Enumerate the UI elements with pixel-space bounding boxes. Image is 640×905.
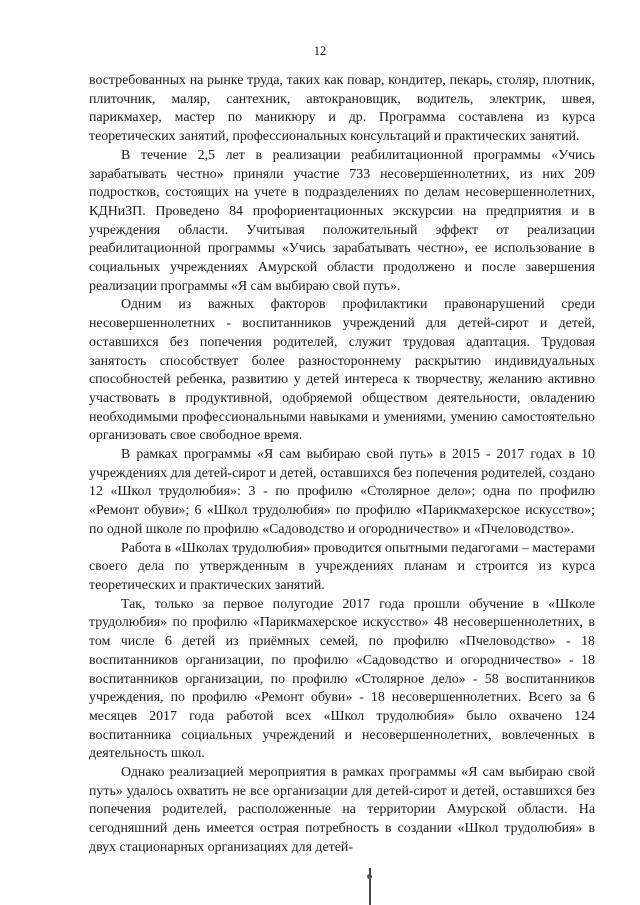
binding-mark (369, 868, 371, 905)
paragraph-3: Одним из важных факторов профилактики правонарушений среди несовершеннолетних - воспитанников учреждений для детей-сирот и детей, оставшихся без попечения родителей, служит трудовая адаптация. Трудовая занятость способствует более разностороннему раскрытию индивидуальных способностей ребенка, развитию у детей интереса к творчеству, желанию активно участвовать в продуктивной, одобряемой обществом деятельности, овладению необходимыми профессиональными навыками и умениями, умению самостоятельно организовать свое свободное время. (89, 297, 595, 444)
paragraph-6: Так, только за первое полугодие 2017 года прошли обучение в «Школе трудолюбия» по профилю «Парикмахерское искусство» 48 несовершеннолетних, в том числе 6 детей из приёмных семей, по профилю «Пчеловодство» - 18 воспитанников организации, по профилю «Садоводство и огородничество» - 18 воспитанников организации, по профилю «Столярное дело» - 58 воспитанников учреждения, по профилю «Ремонт обуви» - 18 несовершеннолетних. Всего за 6 месяцев 2017 года работой всех «Школ трудолюбия» было охвачено 124 воспитанника социальных учреждений и несовершеннолетних, вовлеченных в деятельность школ. (89, 596, 595, 762)
document-body (89, 72, 595, 858)
paragraph-2: В течение 2,5 лет в реализации реабилитационной программы «Учись зарабатывать честно» приняли участие 733 несовершеннолетних, из них 209 подростков, состоящих на учете в подразделениях по делам несовершеннолетних, КДНиЗП. Проведено 84 профориентационных экскурсии на предприятия и в учреждения области. Учитывая положительный эффект от реализации реабилитационной программы «Учись зарабатывать честно», ее использование в социальных учреждениях Амурской области продолжено и после завершения реализации программы «Я сам выбираю свой путь». (89, 147, 595, 294)
page-number: 12 (313, 44, 327, 58)
paragraph-4: В рамках программы «Я сам выбираю свой путь» в 2015 - 2017 годах в 10 учреждениях для детей-сирот и детей, оставшихся без попечения родителей, создано 12 «Школ трудолюбия»: 3 - по профилю «Столярное дело»; одна по профилю «Ремонт обуви»; 6 «Школ трудолюбия» по профилю «Парикмахерское искусство»; по одной школе по профилю «Садоводство и огородничество» и «Пчеловодство». (89, 447, 595, 537)
paragraph-5: Работа в «Школах трудолюбия» проводится опытными педагогами – мастерами своего дела по утвержденным в учреждениях планам и строится из курса теоретических и практических занятий. (89, 540, 595, 593)
paragraph-7: Однако реализацией мероприятия в рамках программы «Я сам выбираю свой путь» удалось охватить не все организации для детей-сирот и детей, оставшихся без попечения родителей, расположенные на территории Амурской области. На сегодняшний день имеется острая потребность в создании «Школ трудолюбия» в двух стационарных организациях для детей- (89, 765, 595, 855)
paragraph-1: востребованных на рынке труда, таких как повар, кондитер, пекарь, столяр, плотник, плиточник, маляр, сантехник, автокрановщик, водитель, электрик, швея, парикмахер, мастер по маникюру и др. Программа составлена из курса теоретических занятий, профессиональных консультаций и практических занятий. (89, 73, 595, 145)
